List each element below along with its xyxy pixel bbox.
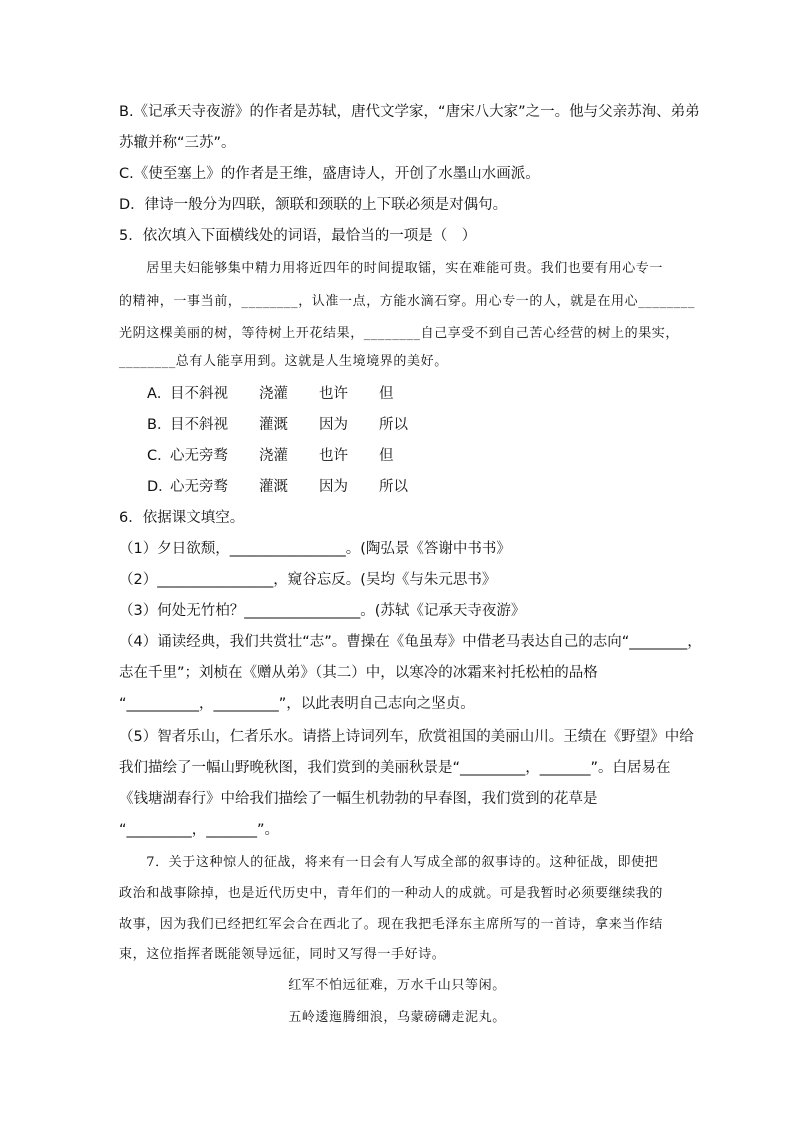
q6-line: （2）________________，窥谷忘反。(吴均《与朱元思书》	[119, 572, 497, 588]
q6-line: 《钱塘湖春行》中给我们描绘了一幅生机勃勃的早春图，我们赏到的花草是	[119, 791, 598, 807]
q7-poem-line: 五岭逶迤腾细浪，乌蒙磅礴走泥丸。	[288, 1010, 506, 1025]
q5-passage-line: 居里夫妇能够集中精力用将近四年的时间提取镭，实在难能可贵。我们也要有用心专一	[119, 261, 664, 276]
option-word: 目不斜视	[170, 417, 228, 433]
q6-line: “_________，_______”。	[119, 822, 280, 838]
q5-stem: 5．依次填入下面横线处的词语，最恰当的一项是（ ）	[119, 228, 477, 244]
q7-poem-line: 红军不怕远征难，万水千山只等闲。	[288, 978, 506, 993]
q6-line: （4）诵读经典，我们共赏壮“志”。曹操在《龟虽寿》中借老马表达自己的志向“________，	[119, 634, 702, 650]
q6-line: （3）何处无竹柏？________________。(苏轼《记承天寺夜游》	[119, 603, 526, 619]
q6-line: （5）智者乐山，仁者乐水。请搭上诗词列车，欣赏祖国的美丽山川。王绩在《野望》中给	[119, 729, 694, 745]
option-word: 因为	[319, 417, 348, 433]
option-word: 但	[379, 448, 394, 464]
q5-passage-line: 的精神，一事当前，________，认准一点，方能水滴石穿。用心专一的人，就是在用心________	[119, 294, 696, 309]
option-word: 心无旁骛	[170, 448, 228, 464]
option-word: 浇灌	[259, 386, 288, 402]
option-word: 但	[379, 386, 394, 402]
q5-passage-line: 光阴这棵美丽的树，等待树上开花结果，________自己享受不到自己苦心经营的树上的果实，	[119, 326, 680, 341]
q4-option-d: D．律诗一般分为四联，颔联和颈联的上下联必须是对偶句。	[119, 197, 508, 213]
q7-passage-line: 束，这位指挥者既能领导远征，同时又写得一手好诗。	[119, 947, 446, 962]
q7-passage-line: 政治和战事除掉，也是近代历史中，青年们的一种动人的成就。可是我暂时必须要继续我的	[119, 886, 664, 901]
q6-line: （1）夕日欲颓，________________。(陶弘景《答谢中书书》	[119, 541, 511, 557]
q4-option-c: C.《使至塞上》的作者是王维，盛唐诗人，开创了水墨山水画派。	[119, 166, 540, 182]
option-word: 心无旁骛	[170, 479, 228, 495]
option-word: 目不斜视	[170, 386, 228, 402]
option-letter: B．	[147, 417, 172, 433]
option-word: 浇灌	[259, 448, 288, 464]
q7-passage-line: 故事，因为我们已经把红军会合在西北了。现在我把毛泽东主席所写的一首诗，拿来当作结	[119, 917, 664, 932]
option-word: 所以	[379, 417, 408, 433]
q6-line: 我们描绘了一幅山野晚秋图，我们赏到的美丽秋景是“_________，_______”。白居易在	[119, 760, 671, 776]
option-letter: A．	[147, 386, 172, 402]
q6-stem: 6．依据课文填空。	[119, 510, 245, 526]
option-letter: C．	[147, 448, 172, 464]
option-letter: D．	[147, 479, 173, 495]
option-word: 所以	[379, 479, 408, 495]
q5-passage-line: ________总有人能享用到。这就是人生境境界的美好。	[119, 354, 448, 369]
q4-option-b-line2: 苏辙并称“三苏”。	[119, 135, 236, 151]
q6-line: “__________，_________”，以此表明自己志向之坚贞。	[119, 696, 475, 712]
option-word: 灌溉	[259, 417, 288, 433]
option-word: 也许	[319, 448, 348, 464]
q6-line: 志在千里”；刘桢在《赠从弟》（其二）中，以寒冷的冰霜来衬托松柏的品格	[119, 665, 598, 681]
option-word: 灌溉	[259, 479, 288, 495]
option-word: 因为	[319, 479, 348, 495]
option-word: 也许	[319, 386, 348, 402]
q7-passage-line: 7．关于这种惊人的征战，将来有一日会有人写成全部的叙事诗的。这种征战，即使把	[119, 855, 659, 870]
q4-option-b-line1: B.《记承天寺夜游》的作者是苏轼，唐代文学家，“唐宋八大家”之一。他与父亲苏洵、弟弟	[119, 104, 700, 120]
